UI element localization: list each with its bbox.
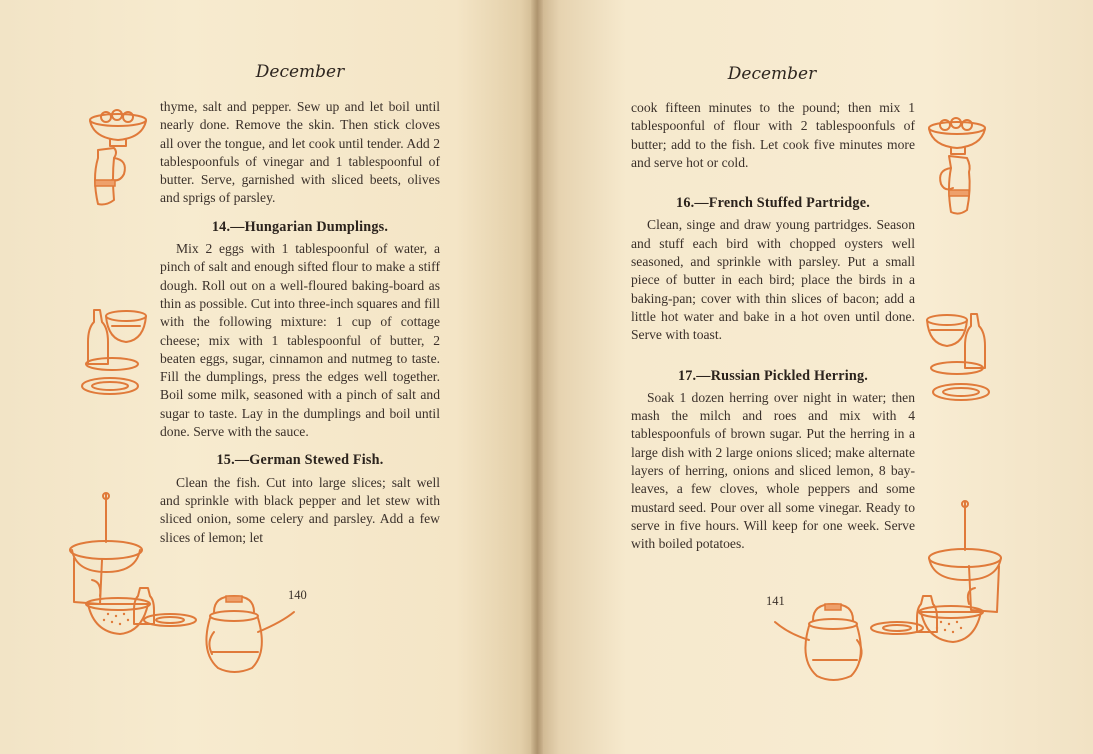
right-page-text bbox=[631, 99, 915, 554]
page-number: 140 bbox=[288, 588, 307, 602]
recipe-heading: 15.—German Stewed Fish. bbox=[216, 452, 384, 469]
paragraph: cook fifteen minutes to the pound; then mix 1 tablespoonful of flour with 2 tablespoonfuls of butter; add to the fish. Let cook five minutes more and serve hot or cold. bbox=[631, 100, 915, 170]
paragraph: Soak 1 dozen herring over night in water; then mash the milch and roes and mix with 4 tablespoonfuls of brown sugar. Put the herring in a large dish with 2 large onions sliced; make alternate layers of herring, onions and sliced lemon, 8 bay-leaves, a few cloves, whole peppers and some mustard seed. Pour over all some vinegar. Ready to serve in five hours. Will keep for one week. Serve with boiled potatoes. bbox=[631, 389, 915, 552]
book-gutter bbox=[531, 0, 543, 754]
kettle-pan-and-sieve-icon bbox=[769, 500, 1009, 690]
pan-sieve-and-kettle-icon bbox=[68, 492, 303, 682]
right-page bbox=[537, 0, 1093, 754]
paragraph: Clean the fish. Cut into large slices; salt well and sprinkle with black pepper and let stew with sliced onion, some celery and parsley. Add a few slices of lemon; let bbox=[160, 474, 440, 545]
bowl-bottle-and-plate-icon bbox=[923, 306, 995, 408]
recipe-heading: 14.—Hungarian Dumplings. bbox=[211, 218, 389, 235]
running-head: December bbox=[255, 62, 345, 82]
egg-bowl-and-pitcher-icon bbox=[84, 108, 154, 213]
running-head: December bbox=[727, 64, 817, 84]
bowl-bottle-and-plate-icon bbox=[78, 302, 150, 402]
left-page-text bbox=[160, 98, 440, 547]
paragraph: thyme, salt and pepper. Sew up and let boil until nearly done. Remove the skin. Then stick cloves all over the tongue, and let cook until tender. Add 2 tablespoonfuls of vinegar and 1 tablespoonful of butter. Serve, garnished with sliced beets, olives and sprigs of parsley. bbox=[160, 99, 440, 206]
paragraph: Clean, singe and draw young partridges. Season and stuff each bird with chopped oysters well seasoned, and sprinkle with parsley. Put a small piece of butter in each bird; place the birds in a baking-pan; cover with thin slices of bacon; add a little hot water and bake in a hot oven until done. Serve with toast. bbox=[631, 217, 915, 343]
page-number: 141 bbox=[766, 594, 785, 608]
paragraph: Mix 2 eggs with 1 tablespoonful of water, a pinch of salt and enough sifted flour to make a stiff dough. Roll out on a well-floured baking-board as thin as possible. Cut into three-inch squares and fill with the following mixture: 1 cup of cottage cheese; mix with 1 tablespoonful of butter, 2 beaten eggs, sugar, cinnamon and nutmeg to taste. Fill the dumplings, press the edges well together. Boil some milk, seasoned with a pinch of salt and sugar to taste. Lay in the dumplings and boil until done. Serve with the sauce. bbox=[160, 241, 440, 440]
recipe-heading: 16.—French Stuffed Partridge. bbox=[676, 195, 870, 212]
recipe-heading: 17.—Russian Pickled Herring. bbox=[677, 367, 869, 384]
left-page bbox=[0, 0, 537, 754]
egg-bowl-and-pitcher-icon bbox=[923, 116, 993, 221]
